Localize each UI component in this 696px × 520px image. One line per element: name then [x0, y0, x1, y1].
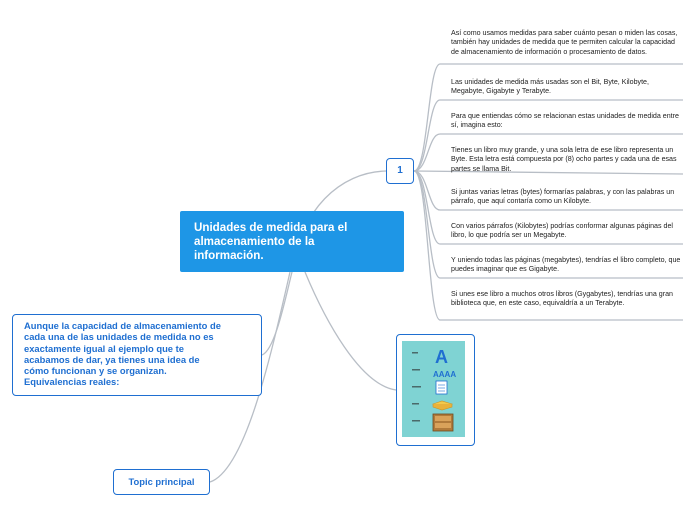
leaf-text[interactable]: Y uniendo todas las páginas (megabytes), tendrías el libro completo, que puedes imaginar que es Gigabyte.	[451, 256, 681, 274]
central-topic-line: Unidades de medida para el	[194, 221, 348, 234]
leaf-text[interactable]: Si unes ese libro a muchos otros libros (Gygabytes), tendrías una gran biblioteca que, en este caso, equivaldría a un Terabyte.	[451, 290, 673, 308]
storage-units-illustration	[402, 341, 465, 437]
equivalencias-line: Aunque la capacidad de almacenamiento de	[24, 320, 221, 331]
svg-text:AAAA: AAAA	[433, 370, 457, 379]
equivalencias-line: cómo funcionan y se organizan.	[24, 365, 167, 377]
image-node[interactable]	[396, 334, 475, 446]
equivalences-image	[402, 341, 465, 437]
leaf-text[interactable]: Si juntas varias letras (bytes) formarías palabras, y con las palabras un párrafo, que aquí contaría como un Kilobyte.	[451, 188, 675, 206]
equivalencias-line: Equivalencias reales:	[24, 376, 120, 388]
leaf-text[interactable]: Las unidades de medida más usadas son el Bit, Byte, Kilobyte, Megabyte, Gigabyte y Terabyte.	[451, 78, 649, 96]
central-topic-line: almacenamiento de la	[194, 235, 315, 248]
equivalencias-line: acabamos de dar, ya tienes una idea de	[24, 353, 200, 365]
leaf-text[interactable]: Con varios párrafos (Kilobytes) podrías conformar algunas páginas del libro, lo que podría ser un Megabyte.	[451, 222, 673, 240]
svg-text:A: A	[435, 347, 448, 367]
central-topic[interactable]	[180, 211, 404, 272]
topic-principal-node[interactable]: Topic principal	[113, 469, 210, 495]
equivalencias-line: cada una de las unidades de medida no es	[24, 331, 214, 343]
leaf-text[interactable]: Así como usamos medidas para saber cuánto pesan o miden las cosas, también hay unidades de medida que te permiten calcular la capacidad de almacenamiento de información o procesamiento de datos.	[451, 29, 678, 56]
subtopic-1[interactable]: 1	[386, 158, 414, 184]
leaf-text[interactable]: Para que entiendas cómo se relacionan estas unidades de medida entre sí, imagina esto:	[451, 112, 679, 130]
leaf-text[interactable]: Tienes un libro muy grande, y una sola letra de ese libro representa un Byte. Esta letra está compuesta por (8) ocho partes y cada una de esas partes se llama Bit.	[451, 146, 677, 173]
central-topic-line: información.	[194, 249, 264, 262]
equivalencias-line: exactamente igual al ejemplo que te	[24, 342, 184, 354]
equivalencias-node[interactable]	[12, 314, 262, 396]
